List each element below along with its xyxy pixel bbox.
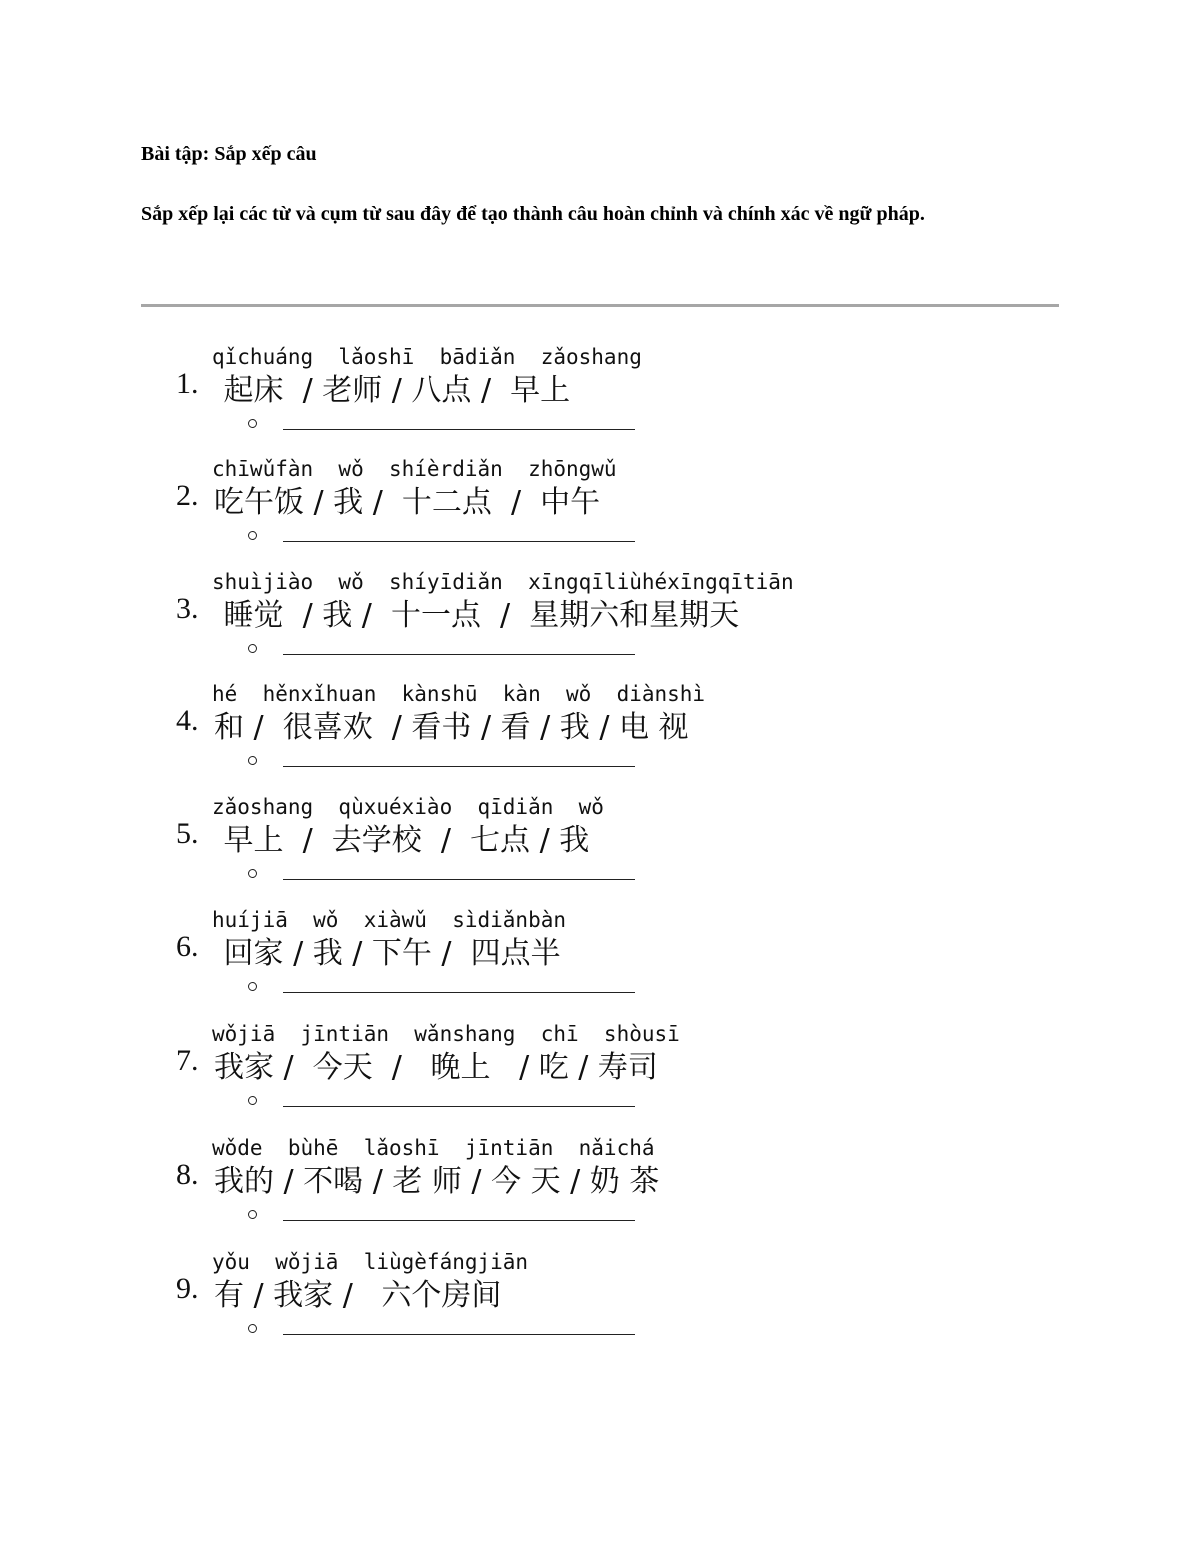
- exercise-number: 2.: [176, 479, 199, 512]
- exercise-item: [0, 908, 1200, 1020]
- pinyin-line: wǒde bùhē lǎoshī jīntiān nǎichá: [212, 1136, 655, 1160]
- horizontal-divider: [141, 304, 1059, 307]
- hanzi-line: 和 / 很喜欢 / 看书 / 看 / 我 / 电 视: [214, 710, 689, 745]
- exercise-item: [0, 795, 1200, 907]
- exercise-number: 6.: [176, 930, 199, 963]
- exercise-number: 7.: [176, 1044, 199, 1077]
- bullet-circle-icon: [248, 756, 257, 765]
- hanzi-line: 我家 / 今天 / 晚上 / 吃 / 寿司: [214, 1050, 658, 1085]
- pinyin-line: zǎoshang qùxuéxiào qīdiǎn wǒ: [212, 795, 604, 819]
- bullet-circle-icon: [248, 419, 257, 428]
- exercise-number: 5.: [176, 817, 199, 850]
- bullet-circle-icon: [248, 1096, 257, 1105]
- answer-line[interactable]: [283, 879, 635, 880]
- answer-line[interactable]: [283, 1334, 635, 1335]
- answer-line[interactable]: [283, 766, 635, 767]
- exercise-item: [0, 1250, 1200, 1362]
- hanzi-line: 起床 / 老师 / 八点 / 早上: [214, 373, 571, 408]
- bullet-circle-icon: [248, 531, 257, 540]
- exercise-item: [0, 345, 1200, 457]
- bullet-circle-icon: [248, 982, 257, 991]
- exercise-title: Bài tập: Sắp xếp câu: [141, 143, 317, 165]
- pinyin-line: yǒu wǒjiā liùgèfángjiān: [212, 1250, 529, 1274]
- exercise-item: [0, 682, 1200, 794]
- exercise-item: [0, 1136, 1200, 1248]
- exercise-number: 9.: [176, 1272, 199, 1305]
- pinyin-line: huíjiā wǒ xiàwǔ sìdiǎnbàn: [212, 908, 567, 932]
- pinyin-line: qǐchuáng lǎoshī bādiǎn zǎoshang: [212, 345, 642, 369]
- bullet-circle-icon: [248, 644, 257, 653]
- hanzi-line: 早上 / 去学校 / 七点 / 我: [214, 823, 590, 858]
- answer-line[interactable]: [283, 429, 635, 430]
- exercise-item: [0, 1022, 1200, 1134]
- pinyin-line: shuìjiào wǒ shíyīdiǎn xīngqīliùhéxīngqītiān: [212, 570, 794, 594]
- pinyin-line: wǒjiā jīntiān wǎnshang chī shòusī: [212, 1022, 680, 1046]
- pinyin-line: hé hěnxǐhuan kànshū kàn wǒ diànshì: [212, 682, 706, 706]
- hanzi-line: 我的 / 不喝 / 老 师 / 今 天 / 奶 茶: [214, 1164, 660, 1199]
- answer-line[interactable]: [283, 654, 635, 655]
- exercise-item: [0, 570, 1200, 682]
- bullet-circle-icon: [248, 869, 257, 878]
- exercise-item: [0, 457, 1200, 569]
- answer-line[interactable]: [283, 1106, 635, 1107]
- hanzi-line: 吃午饭 / 我 / 十二点 / 中午: [214, 485, 601, 520]
- bullet-circle-icon: [248, 1324, 257, 1333]
- answer-line[interactable]: [283, 1220, 635, 1221]
- instruction-text: Sắp xếp lại các từ và cụm từ sau đây để tạo thành câu hoàn chỉnh và chính xác về ngữ pháp.: [141, 203, 925, 225]
- exercise-number: 3.: [176, 592, 199, 625]
- exercise-number: 8.: [176, 1158, 199, 1191]
- hanzi-line: 有 / 我家 / 六个房间: [214, 1278, 502, 1313]
- hanzi-line: 睡觉 / 我 / 十一点 / 星期六和星期天: [214, 598, 740, 633]
- exercise-number: 4.: [176, 704, 199, 737]
- hanzi-line: 回家 / 我 / 下午 / 四点半: [214, 936, 561, 971]
- answer-line[interactable]: [283, 541, 635, 542]
- answer-line[interactable]: [283, 992, 635, 993]
- exercise-number: 1.: [176, 367, 199, 400]
- bullet-circle-icon: [248, 1210, 257, 1219]
- pinyin-line: chīwǔfàn wǒ shíèrdiǎn zhōngwǔ: [212, 457, 617, 481]
